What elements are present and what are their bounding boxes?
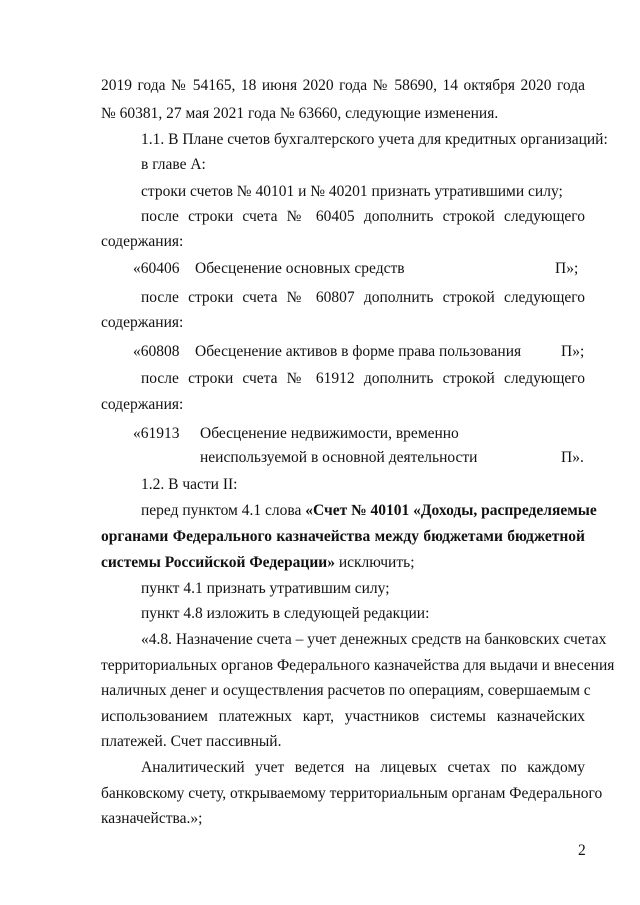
text-line-bold: органами Федерального казначейства между бюджетами бюджетной	[101, 528, 585, 545]
account-type: П»;	[561, 343, 585, 360]
text-line: перед пунктом 4.1 слова «Счет № 40101 «Доходы, распределяемые	[141, 502, 597, 519]
text-line: после строки счета № 60405 дополнить строкой следующего	[141, 208, 585, 225]
text-line: 1.2. В части II:	[141, 476, 238, 493]
account-name: Обесценение недвижимости, временно	[200, 425, 459, 442]
account-name: Обесценение основных средств	[195, 260, 405, 277]
text-line: платежей. Счет пассивный.	[101, 733, 282, 750]
text-line: системы Российской Федерации» исключить;	[101, 554, 415, 571]
account-code: «61913	[133, 425, 180, 442]
account-name: неиспользуемой в основной деятельности	[200, 449, 478, 466]
text-line: Аналитический учет ведется на лицевых счетах по каждому	[141, 759, 585, 776]
text-line: после строки счета № 61912 дополнить строкой следующего	[141, 370, 585, 387]
text-line: «4.8. Назначение счета – учет денежных средств на банковских счетах	[141, 631, 607, 648]
text-line: содержания:	[101, 396, 184, 413]
account-type: П»;	[555, 260, 579, 277]
text-line: 2019 года № 54165, 18 июня 2020 года № 58690, 14 октября 2020 года	[101, 77, 585, 94]
text-line: содержания:	[101, 314, 184, 331]
text-line: использованием платежных карт, участников системы казначейских	[101, 708, 585, 725]
text-line: наличных денег и осуществления расчетов по операциям, совершаемым с	[101, 682, 591, 699]
account-code: «60406	[133, 260, 180, 277]
text-line: строки счетов № 40101 и № 40201 признать утратившими силу;	[141, 183, 563, 200]
text-line: 1.1. В Плане счетов бухгалтерского учета для кредитных организаций:	[141, 131, 608, 148]
text-line: пункт 4.8 изложить в следующей редакции:	[141, 605, 430, 622]
text-line: после строки счета № 60807 дополнить строкой следующего	[141, 289, 585, 306]
text-line: № 60381, 27 мая 2021 года № 63660, следующие изменения.	[101, 105, 499, 122]
text-line: пункт 4.1 признать утратившим силу;	[141, 580, 390, 597]
account-code: «60808	[133, 343, 180, 360]
account-type: П».	[561, 449, 584, 466]
account-name: Обесценение активов в форме права пользования	[195, 343, 522, 360]
text-line: казначейства.»;	[101, 810, 203, 827]
page-number: 2	[578, 842, 586, 859]
text-line: в главе А:	[141, 156, 206, 173]
text-line: содержания:	[101, 233, 184, 250]
text-line: территориальных органов Федерального казначейства для выдачи и внесения	[101, 657, 615, 674]
text-line: банковскому счету, открываемому территориальным органам Федерального	[101, 785, 603, 802]
